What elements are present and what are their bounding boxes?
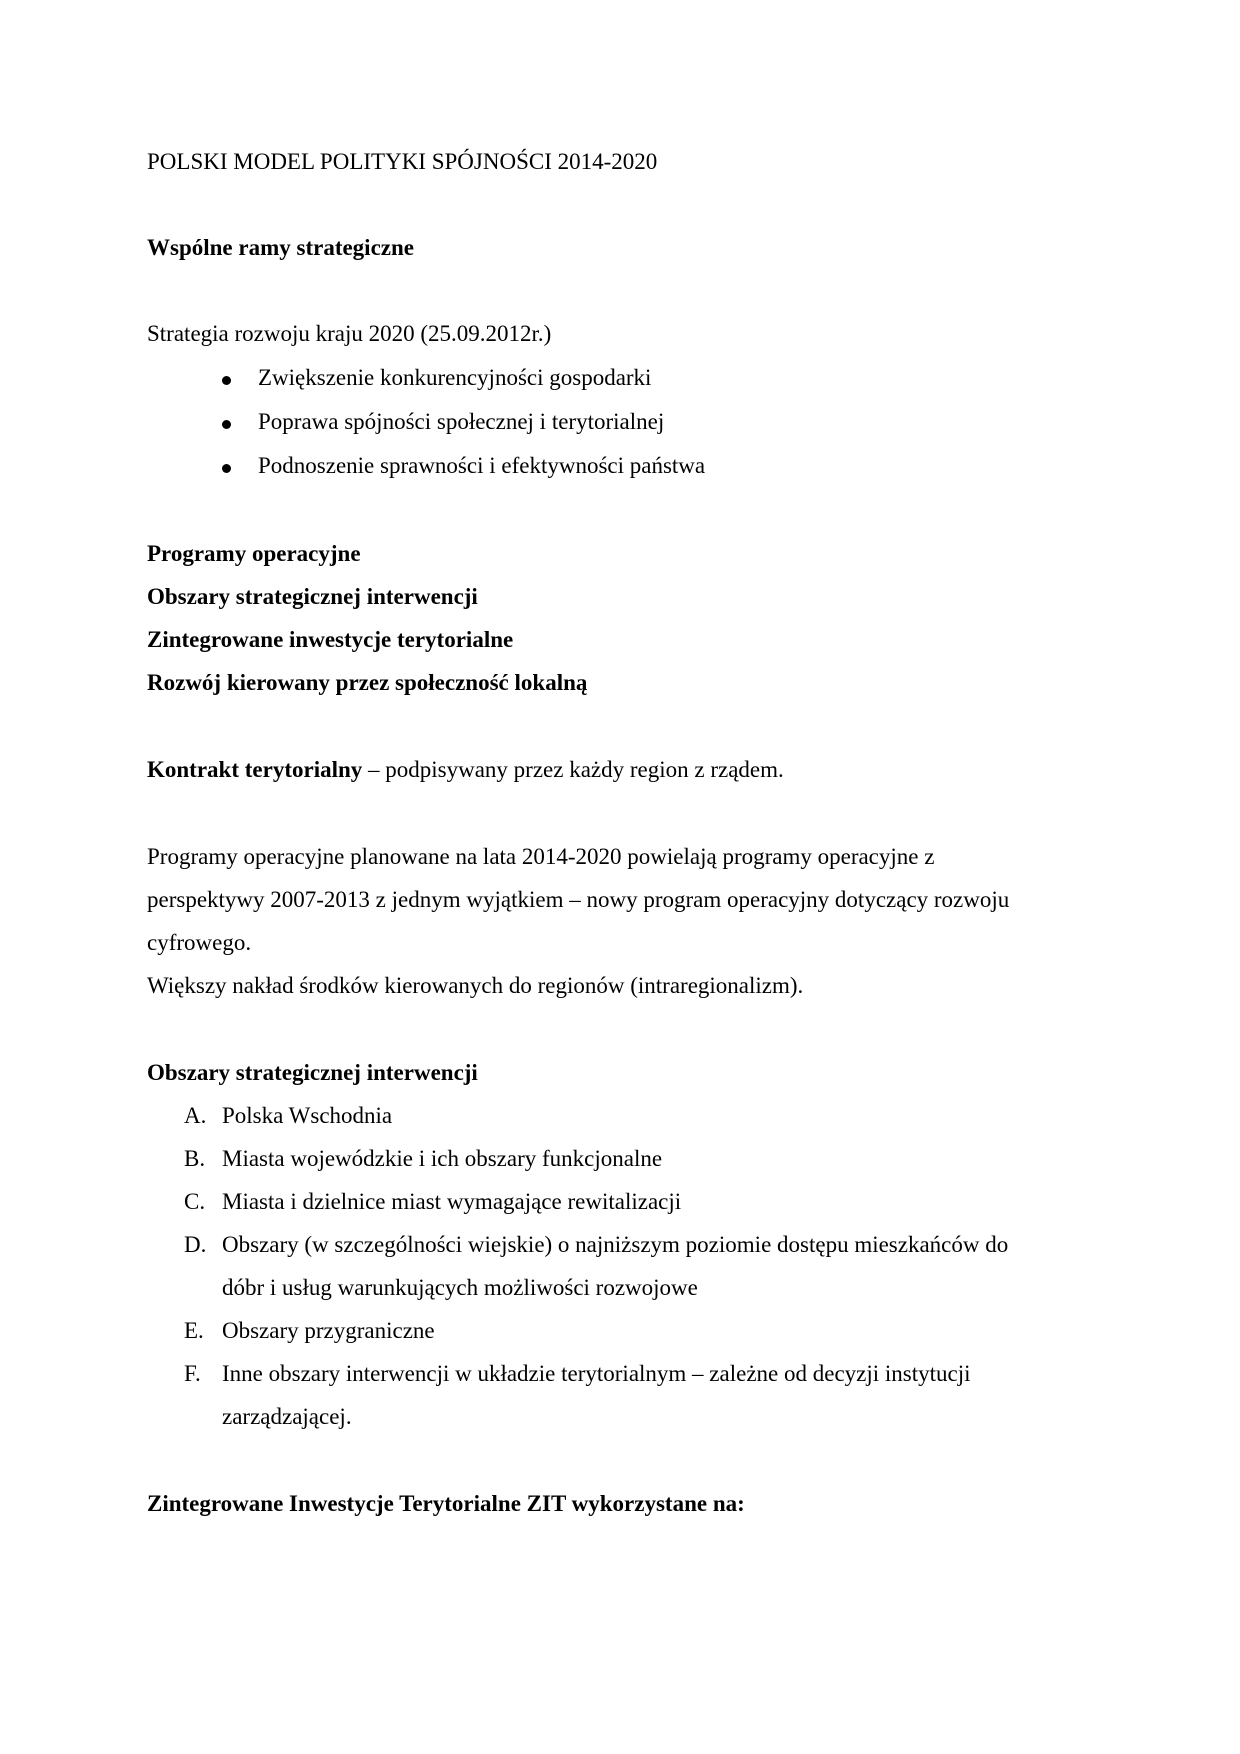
contract-line (147, 756, 784, 784)
bold-list-item: Zintegrowane inwestycje terytorialne (147, 627, 514, 652)
section-heading-zit: Zintegrowane Inwestycje Terytorialne ZIT wykorzystane na: (147, 1491, 745, 1516)
list-letter: B. (184, 1146, 206, 1171)
list-letter: E. (184, 1318, 204, 1343)
list-item-continuation: dóbr i usług warunkujących możliwości rozwojowe (222, 1275, 698, 1300)
bold-list-item: Obszary strategicznej interwencji (147, 584, 478, 609)
paragraph-line: Programy operacyjne planowane na lata 2014-2020 powielają programy operacyjne z (147, 844, 935, 869)
list-item-continuation: zarządzającej. (222, 1404, 352, 1429)
paragraph-line: perspektywy 2007-2013 z jednym wyjątkiem – nowy program operacyjny dotyczący rozwoju (147, 887, 1010, 912)
bullet-item: Poprawa spójności społecznej i terytorialnej (258, 409, 665, 434)
list-item: Polska Wschodnia (222, 1103, 393, 1128)
bold-list-item: Programy operacyjne (147, 541, 361, 566)
list-item: Obszary przygraniczne (222, 1318, 435, 1343)
list-letter: C. (184, 1189, 206, 1214)
section-heading-interventions: Obszary strategicznej interwencji (147, 1060, 478, 1085)
bullet-item: Podnoszenie sprawności i efektywności państwa (258, 453, 706, 478)
contract-term: Kontrakt terytorialny (147, 757, 363, 782)
section-heading-frameworks: Wspólne ramy strategiczne (147, 235, 414, 260)
bullet-icon (222, 464, 231, 473)
list-item: Miasta i dzielnice miast wymagające rewitalizacji (222, 1189, 682, 1214)
contract-definition: – podpisywany przez każdy region z rządem. (362, 757, 784, 782)
bullet-icon (222, 376, 231, 385)
paragraph-line: cyfrowego. (147, 930, 252, 955)
list-letter: F. (184, 1361, 201, 1386)
bold-list-item: Rozwój kierowany przez społeczność lokalną (147, 670, 588, 695)
list-item: Inne obszary interwencji w układzie terytorialnym – zależne od decyzji instytucji (222, 1361, 971, 1386)
bullet-icon (222, 420, 231, 429)
list-item: Miasta wojewódzkie i ich obszary funkcjonalne (222, 1146, 663, 1171)
list-letter: D. (184, 1232, 207, 1257)
bullet-item: Zwiększenie konkurencyjności gospodarki (258, 365, 652, 390)
strategy-line: Strategia rozwoju kraju 2020 (25.09.2012r.) (147, 321, 552, 346)
list-item: Obszary (w szczególności wiejskie) o najniższym poziomie dostępu mieszkańców do (222, 1232, 1009, 1257)
document-title: POLSKI MODEL POLITYKI SPÓJNOŚCI 2014-2020 (147, 149, 658, 174)
paragraph-line: Większy nakład środków kierowanych do regionów (intraregionalizm). (147, 973, 804, 998)
list-letter: A. (184, 1103, 207, 1128)
